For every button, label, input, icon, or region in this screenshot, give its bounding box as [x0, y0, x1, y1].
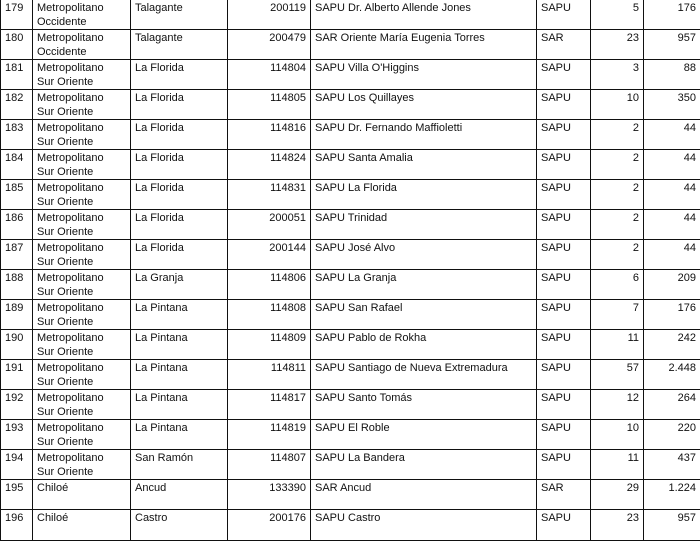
comuna-cell: La Florida	[131, 120, 228, 150]
establishment-type-cell: SAPU	[537, 150, 591, 180]
establishment-name-cell: SAPU El Roble	[311, 420, 537, 450]
establishment-type-cell: SAPU	[537, 90, 591, 120]
establishment-type-cell: SAPU	[537, 390, 591, 420]
establishment-code-cell: 114809	[228, 330, 311, 360]
establishment-name-cell: SAPU Dr. Alberto Allende Jones	[311, 0, 537, 30]
service-region-line-1: Metropolitano	[37, 422, 104, 434]
establishment-code-cell: 200176	[228, 510, 311, 541]
service-region-line-2: Sur Oriente	[37, 466, 94, 478]
comuna-cell: San Ramón	[131, 450, 228, 480]
row-number-cell: 192	[1, 390, 33, 420]
count-cell: 10	[591, 90, 644, 120]
establishment-name-cell: SAPU Castro	[311, 510, 537, 541]
comuna-cell: Talagante	[131, 0, 228, 30]
establishment-code-cell: 200144	[228, 240, 311, 270]
table-body	[1, 0, 700, 541]
establishment-name-cell: SAPU La Granja	[311, 270, 537, 300]
count-cell: 2	[591, 240, 644, 270]
service-region-line-1: Metropolitano	[37, 32, 104, 44]
row-number-cell: 180	[1, 30, 33, 60]
row-number-cell: 179	[1, 0, 33, 30]
total-cell: 209	[644, 270, 700, 300]
service-region-line-1: Metropolitano	[37, 122, 104, 134]
establishment-name-cell: SAPU Santo Tomás	[311, 390, 537, 420]
establishment-code-cell: 200479	[228, 30, 311, 60]
establishment-type-cell: SAPU	[537, 420, 591, 450]
count-cell: 7	[591, 300, 644, 330]
comuna-cell: Talagante	[131, 30, 228, 60]
service-region-line-2: Occidente	[37, 46, 87, 58]
service-region-cell	[33, 60, 131, 90]
count-cell: 5	[591, 0, 644, 30]
service-region-cell	[33, 450, 131, 480]
comuna-cell: La Pintana	[131, 420, 228, 450]
table-row	[1, 90, 700, 120]
service-region-cell	[33, 360, 131, 390]
table-row	[1, 450, 700, 480]
service-region-cell	[33, 510, 131, 541]
total-cell: 44	[644, 210, 700, 240]
total-cell: 350	[644, 90, 700, 120]
service-region-line-1: Metropolitano	[37, 452, 104, 464]
table-row	[1, 180, 700, 210]
service-region-line-2: Sur Oriente	[37, 106, 94, 118]
table-row	[1, 240, 700, 270]
establishment-code-cell: 114819	[228, 420, 311, 450]
service-region-cell	[33, 240, 131, 270]
table-row	[1, 300, 700, 330]
establishment-type-cell: SAPU	[537, 300, 591, 330]
service-region-line-2: Occidente	[37, 16, 87, 28]
establishment-code-cell: 133390	[228, 480, 311, 510]
comuna-cell: La Florida	[131, 240, 228, 270]
establishment-name-cell: SAR Oriente María Eugenia Torres	[311, 30, 537, 60]
establishment-name-cell: SAPU Los Quillayes	[311, 90, 537, 120]
total-cell: 88	[644, 60, 700, 90]
service-region-cell	[33, 480, 131, 510]
service-region-line-1: Metropolitano	[37, 212, 104, 224]
establishment-type-cell: SAR	[537, 480, 591, 510]
table-row	[1, 150, 700, 180]
count-cell: 3	[591, 60, 644, 90]
establishment-type-cell: SAPU	[537, 120, 591, 150]
establishment-name-cell: SAR Ancud	[311, 480, 537, 510]
row-number-cell: 191	[1, 360, 33, 390]
count-cell: 2	[591, 210, 644, 240]
establishment-name-cell: SAPU San Rafael	[311, 300, 537, 330]
row-number-cell: 189	[1, 300, 33, 330]
service-region-line-2: Sur Oriente	[37, 256, 94, 268]
establishment-code-cell: 114807	[228, 450, 311, 480]
establishment-code-cell: 114811	[228, 360, 311, 390]
service-region-line-1: Metropolitano	[37, 392, 104, 404]
total-cell: 44	[644, 240, 700, 270]
service-region-line-1: Metropolitano	[37, 152, 104, 164]
service-region-line-2: Sur Oriente	[37, 436, 94, 448]
service-region-line-1: Metropolitano	[37, 92, 104, 104]
row-number-cell: 184	[1, 150, 33, 180]
table-row	[1, 0, 700, 30]
service-region-line-1: Metropolitano	[37, 272, 104, 284]
table-row	[1, 210, 700, 240]
establishment-name-cell: SAPU José Alvo	[311, 240, 537, 270]
table-row	[1, 360, 700, 390]
row-number-cell: 183	[1, 120, 33, 150]
establishment-code-cell: 114816	[228, 120, 311, 150]
establishment-code-cell: 200051	[228, 210, 311, 240]
count-cell: 2	[591, 180, 644, 210]
row-number-cell: 188	[1, 270, 33, 300]
establishment-type-cell: SAPU	[537, 270, 591, 300]
total-cell: 176	[644, 300, 700, 330]
table-row	[1, 120, 700, 150]
establishment-code-cell: 114817	[228, 390, 311, 420]
service-region-line-2: Sur Oriente	[37, 196, 94, 208]
service-region-line-2: Sur Oriente	[37, 376, 94, 388]
establishment-name-cell: SAPU La Bandera	[311, 450, 537, 480]
total-cell: 957	[644, 510, 700, 541]
table-row	[1, 330, 700, 360]
total-cell: 1.224	[644, 480, 700, 510]
service-region-line-1: Metropolitano	[37, 302, 104, 314]
establishment-type-cell: SAPU	[537, 0, 591, 30]
establishment-name-cell: SAPU Villa O'Higgins	[311, 60, 537, 90]
comuna-cell: La Pintana	[131, 330, 228, 360]
service-region-cell	[33, 210, 131, 240]
service-region-cell	[33, 390, 131, 420]
table-row	[1, 420, 700, 450]
total-cell: 2.448	[644, 360, 700, 390]
total-cell: 220	[644, 420, 700, 450]
service-region-line-2: Sur Oriente	[37, 136, 94, 148]
service-region-line-2: Sur Oriente	[37, 406, 94, 418]
comuna-cell: La Florida	[131, 180, 228, 210]
establishment-type-cell: SAPU	[537, 240, 591, 270]
service-region-line-1: Metropolitano	[37, 2, 104, 14]
total-cell: 44	[644, 150, 700, 180]
row-number-cell: 186	[1, 210, 33, 240]
establishment-code-cell: 114824	[228, 150, 311, 180]
count-cell: 10	[591, 420, 644, 450]
comuna-cell: La Pintana	[131, 300, 228, 330]
total-cell: 44	[644, 180, 700, 210]
service-region-cell	[33, 420, 131, 450]
row-number-cell: 182	[1, 90, 33, 120]
establishment-code-cell: 114806	[228, 270, 311, 300]
table-row	[1, 30, 700, 60]
comuna-cell: La Florida	[131, 90, 228, 120]
establishment-type-cell: SAPU	[537, 450, 591, 480]
table-row	[1, 270, 700, 300]
table-row	[1, 60, 700, 90]
comuna-cell: Castro	[131, 510, 228, 541]
service-region-cell	[33, 270, 131, 300]
comuna-cell: La Florida	[131, 210, 228, 240]
table-row	[1, 510, 700, 541]
service-region-cell	[33, 330, 131, 360]
table-row	[1, 480, 700, 510]
service-region-cell	[33, 120, 131, 150]
comuna-cell: Ancud	[131, 480, 228, 510]
establishment-name-cell: SAPU La Florida	[311, 180, 537, 210]
establishment-name-cell: SAPU Trinidad	[311, 210, 537, 240]
establishment-type-cell: SAPU	[537, 510, 591, 541]
establishment-code-cell: 200119	[228, 0, 311, 30]
service-region-cell	[33, 0, 131, 30]
service-region-cell	[33, 30, 131, 60]
establishment-code-cell: 114804	[228, 60, 311, 90]
establishment-name-cell: SAPU Pablo de Rokha	[311, 330, 537, 360]
establishment-name-cell: SAPU Santa Amalia	[311, 150, 537, 180]
count-cell: 11	[591, 330, 644, 360]
service-region-line-2: Sur Oriente	[37, 286, 94, 298]
count-cell: 2	[591, 150, 644, 180]
service-region-line-2: Sur Oriente	[37, 226, 94, 238]
establishment-type-cell: SAPU	[537, 210, 591, 240]
count-cell: 11	[591, 450, 644, 480]
service-region-cell	[33, 300, 131, 330]
row-number-cell: 190	[1, 330, 33, 360]
establishment-name-cell: SAPU Dr. Fernando Maffioletti	[311, 120, 537, 150]
row-number-cell: 181	[1, 60, 33, 90]
comuna-cell: La Florida	[131, 60, 228, 90]
total-cell: 44	[644, 120, 700, 150]
comuna-cell: La Florida	[131, 150, 228, 180]
comuna-cell: La Pintana	[131, 390, 228, 420]
establishment-type-cell: SAPU	[537, 60, 591, 90]
count-cell: 6	[591, 270, 644, 300]
establishment-code-cell: 114831	[228, 180, 311, 210]
count-cell: 29	[591, 480, 644, 510]
row-number-cell: 194	[1, 450, 33, 480]
row-number-cell: 196	[1, 510, 33, 541]
service-region-line-2: Sur Oriente	[37, 316, 94, 328]
establishment-type-cell: SAPU	[537, 360, 591, 390]
service-region-line-1: Chiloé	[37, 482, 69, 494]
total-cell: 242	[644, 330, 700, 360]
establishment-code-cell: 114808	[228, 300, 311, 330]
table-row	[1, 390, 700, 420]
count-cell: 23	[591, 510, 644, 541]
row-number-cell: 185	[1, 180, 33, 210]
row-number-cell: 193	[1, 420, 33, 450]
count-cell: 57	[591, 360, 644, 390]
establishment-type-cell: SAR	[537, 30, 591, 60]
establishment-type-cell: SAPU	[537, 330, 591, 360]
service-region-cell	[33, 150, 131, 180]
total-cell: 437	[644, 450, 700, 480]
establishment-code-cell: 114805	[228, 90, 311, 120]
total-cell: 957	[644, 30, 700, 60]
service-region-line-1: Metropolitano	[37, 362, 104, 374]
service-region-line-2: Sur Oriente	[37, 166, 94, 178]
service-region-line-2: Sur Oriente	[37, 76, 94, 88]
row-number-cell: 187	[1, 240, 33, 270]
total-cell: 264	[644, 390, 700, 420]
service-region-line-1: Metropolitano	[37, 332, 104, 344]
establishment-name-cell: SAPU Santiago de Nueva Extremadura	[311, 360, 537, 390]
row-number-cell: 195	[1, 480, 33, 510]
service-region-line-1: Metropolitano	[37, 62, 104, 74]
count-cell: 2	[591, 120, 644, 150]
comuna-cell: La Pintana	[131, 360, 228, 390]
total-cell: 176	[644, 0, 700, 30]
service-region-cell	[33, 180, 131, 210]
service-region-line-1: Metropolitano	[37, 182, 104, 194]
service-region-cell	[33, 90, 131, 120]
establishment-type-cell: SAPU	[537, 180, 591, 210]
count-cell: 23	[591, 30, 644, 60]
service-region-line-1: Chiloé	[37, 512, 69, 524]
count-cell: 12	[591, 390, 644, 420]
comuna-cell: La Granja	[131, 270, 228, 300]
service-region-line-1: Metropolitano	[37, 242, 104, 254]
service-region-line-2: Sur Oriente	[37, 346, 94, 358]
